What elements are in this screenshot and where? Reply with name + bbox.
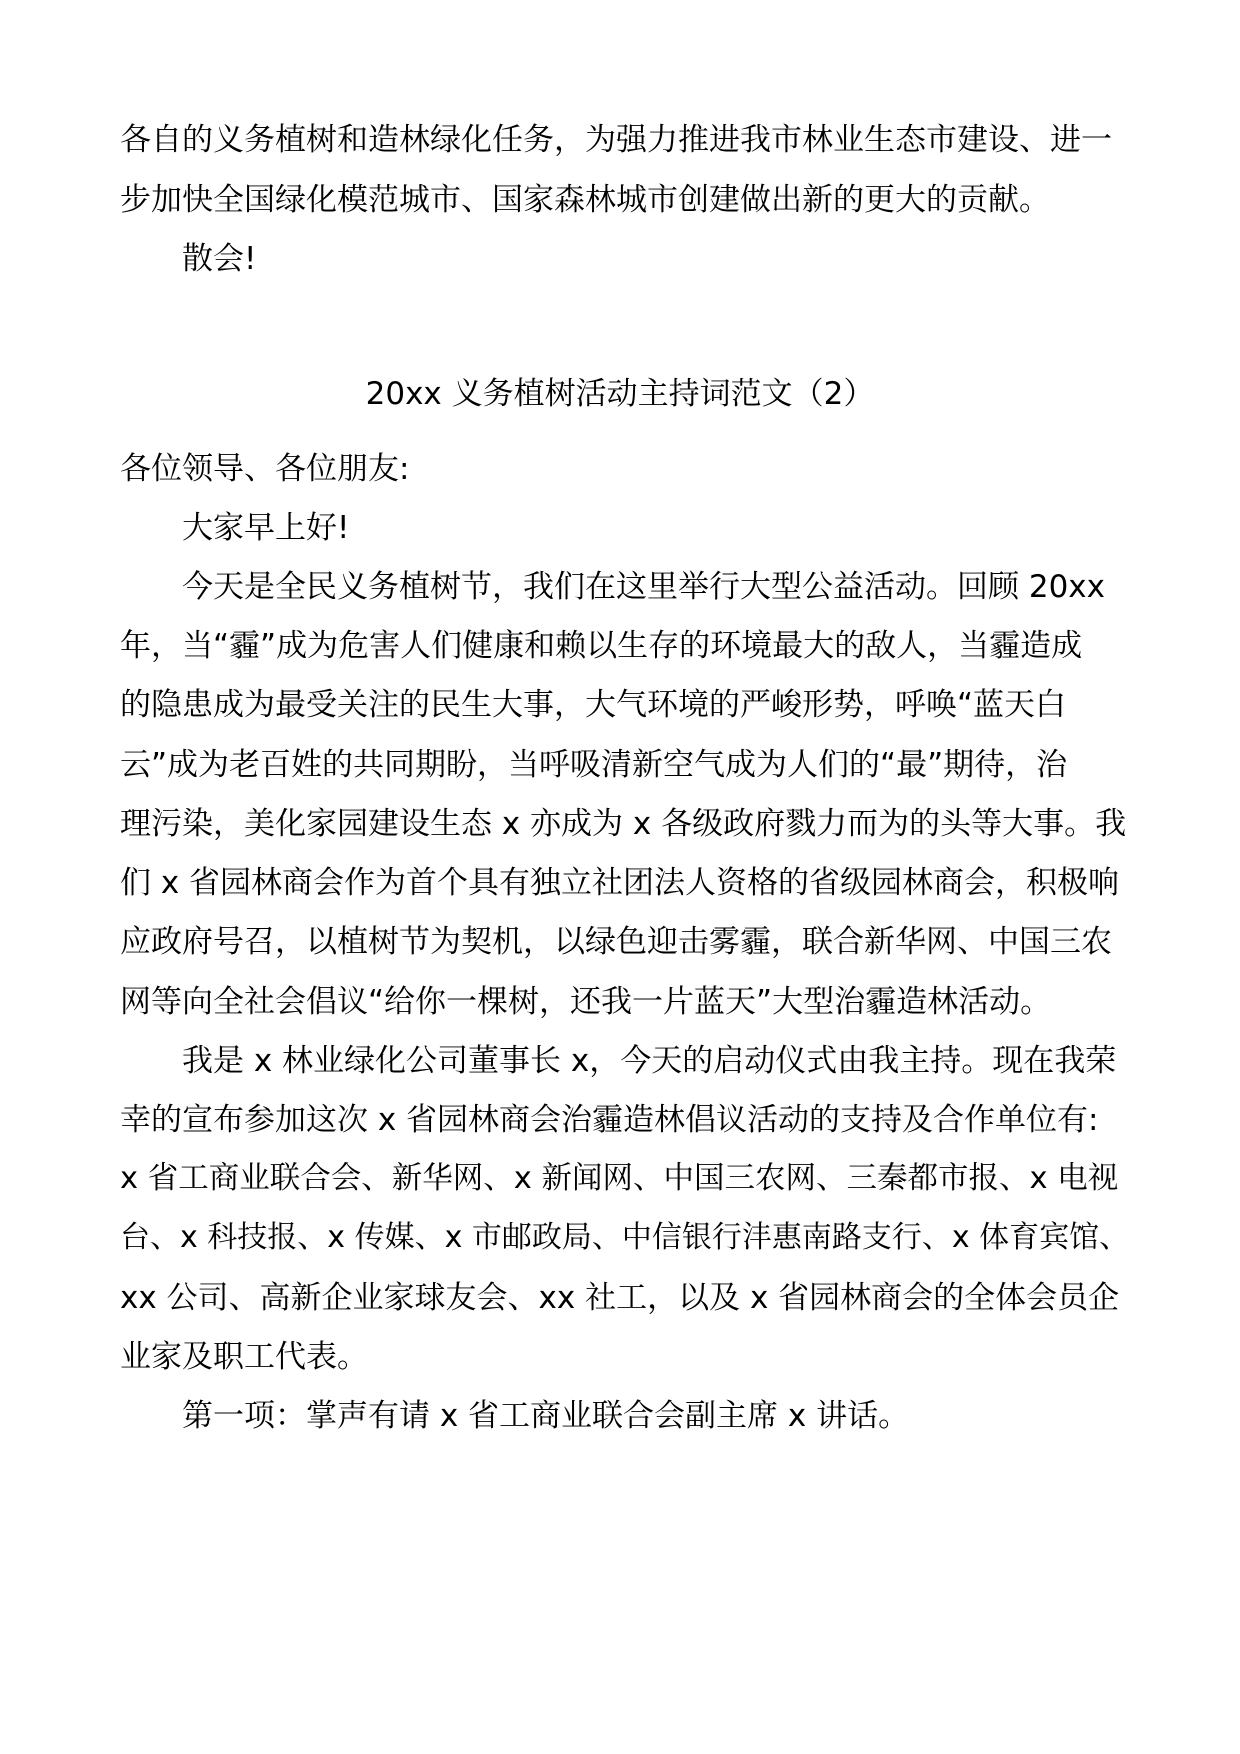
text-line: 网等向全社会倡议“给你一棵树，还我一片蓝天”大型治霾造林活动。 (120, 984, 1052, 1020)
greeting: 大家早上好! (182, 510, 350, 546)
text-line: 应政府号召，以植树节为契机，以绿色迎击雾霾，联合新华网、中国三农 (120, 924, 1112, 960)
text-line: xx 公司、高新企业家球友会、xx 社工，以及 x 省园林商会的全体会员企 (120, 1280, 1120, 1316)
text-line: 们 x 省园林商会作为首个具有独立社团法人资格的省级园林商会，积极响 (120, 865, 1120, 901)
text-line: 幸的宣布参加这次 x 省园林商会治霾造林倡议活动的支持及合作单位有: (120, 1102, 1099, 1138)
text-line: 今天是全民义务植树节，我们在这里举行大型公益活动。回顾 20xx (182, 569, 1105, 605)
text-line: 业家及职工代表。 (120, 1339, 368, 1375)
closing-text: 散会! (182, 241, 257, 277)
text-line: x 省工商业联合会、新华网、x 新闻网、中国三农网、三秦都市报、x 电视 (120, 1161, 1119, 1196)
text-line: 年，当“霾”成为危害人们健康和赖以生存的环境最大的敌人，当霾造成 (120, 628, 1083, 664)
text-line: 的隐患成为最受关注的民生大事，大气环境的严峻形势，呼唤“蓝天白 (120, 687, 1067, 723)
section-title: 20xx 义务植树活动主持词范文（2） (365, 376, 875, 412)
salutation: 各位领导、各位朋友: (120, 451, 410, 487)
text-line: 云”成为老百姓的共同期盼，当呼吸清新空气成为人们的“最”期待，治 (120, 747, 1068, 783)
text-line: 台、x 科技报、x 传媒、x 市邮政局、中信银行沣惠南路支行、x 体育宾馆、 (120, 1220, 1130, 1255)
agenda-item: 第一项：掌声有请 x 省工商业联合会副主席 x 讲话。 (182, 1398, 910, 1434)
text-line: 各自的义务植树和造林绿化任务，为强力推进我市林业生态市建设、进一 (120, 122, 1112, 158)
text-line: 步加快全国绿化模范城市、国家森林城市创建做出新的更大的贡献。 (120, 182, 1050, 218)
text-line: 理污染，美化家园建设生态 x 亦成为 x 各级政府戮力而为的头等大事。我 (120, 806, 1127, 842)
text-line: 我是 x 林业绿化公司董事长 x，今天的启动仪式由我主持。现在我荣 (182, 1043, 1117, 1079)
